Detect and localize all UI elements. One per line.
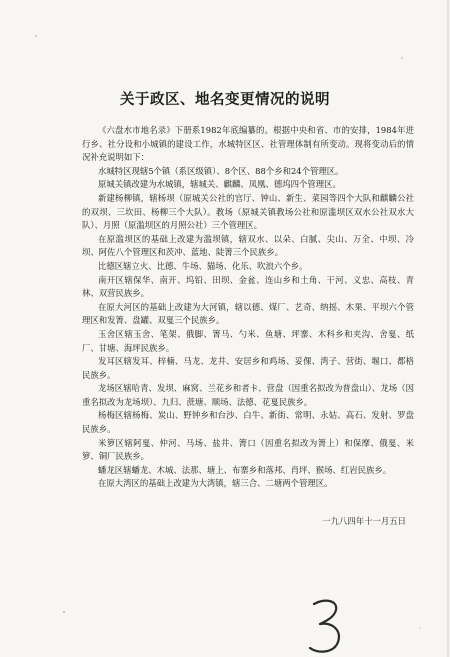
- paragraph-panlong-district: 蟠龙区辖蟠龙、木城、法那、塘上、布寨乡和落邦、肖坪、猴场、红岩民族乡。: [97, 464, 392, 475]
- paragraph-yangliu-town: 新建杨柳镇，辖杨坝（原城关公社的官厅、钟山、新生、菜园等四个大队和麒麟公社的双坝、三坎田、杨柳三个大队）。教场（原城关镇教场公社和原滥坝区双水公社双水大队）、月照（原滥坝区的月照公社）三个管理区。: [82, 192, 414, 231]
- document-title: 关于政区、地名变更情况的说明: [120, 91, 330, 108]
- paragraph-bide-district: 比德区辖立火、比德、牛场、猫场、化乐、吹浪六个乡。: [97, 260, 308, 271]
- paragraph-dawan-town: 在原大湾区的基础上改建为大湾镇，辖三合、二塘两个管理区。: [97, 478, 333, 489]
- paragraph-faer-district: 发耳区辖发耳、梓楠、马龙、龙井、安居乡和鸡场、妥倮、湾子、营街、堰口、都格民族乡。: [82, 356, 414, 380]
- paragraph-shuicheng-town: 原城关镇改建为水城镇，辖城关、麒麟、凤凰、德坞四个管理区。: [97, 179, 341, 190]
- paragraph-lanba-town: 在原滥坝区的基础上改建为滥坝镇，辖双水、以朵、白腻、尖山、万全、中坝、冷坝、阿佐八个管理区和茨冲、蓝地、陡箐三个民族乡。: [82, 233, 414, 258]
- paragraph-longchang-district: 龙场区辖哈青、发坝、麻窝、兰花乡和者卡、营盘（因重名拟改为普盘山）、龙场（因重名拟改为龙场坝）、九归、蔗塘、顺场、法德、花戛民族乡。: [82, 383, 414, 407]
- paragraph-yangmei-district: 杨梅区辖杨梅、炭山、野钟乡和台沙、白牛、新街、常明、永姑、高石、发射、罗盘民族乡。: [82, 410, 414, 435]
- paragraph-yushe-district: 玉舍区辖玉舍、笔架、俄脚、箐马、勺米、鱼塘、坪寨、木科乡和夹沟、舍戛、纸厂、甘塘、海坪民族乡。: [82, 328, 414, 353]
- paragraph-nankai-district: 南开区辖保华、南开、坞铅、田坝、金盆、连山乡和土角、干河、义忠、高枝、青林、双营民族乡。: [82, 274, 414, 299]
- paragraph-intro: 《六盘水市地名录》下册系1982年底编纂的。根据中央和省、市的安排，1984年进行乡、社分设和小城镇的建设工作，水城特区区、社管理体制有所变动。现将变动后的情况补充说明如下：: [82, 125, 414, 163]
- paragraph-dahe-town: 在原大河区的基础上改建为大河镇，辖以德、煤厂、艺奇、纳摇、木果、平坝六个管理区和发箐、盘罐、双戛三个民族乡。: [82, 301, 414, 326]
- paragraph-miluo-district: 米箩区辖阿戛、仲河、马场、盐井、箐口（因重名拟改为箐上）和保摩、俄戛、米箩、铜厂民族乡。: [82, 437, 414, 462]
- document-date: 一九八四年十一月五日: [322, 516, 406, 526]
- document-body: [82, 124, 414, 491]
- handwritten-page-number: [300, 598, 350, 656]
- paragraph-overview: 水城特区现辖5个镇（系区级镇）、8个区、88个乡和24个管理区。: [97, 165, 344, 176]
